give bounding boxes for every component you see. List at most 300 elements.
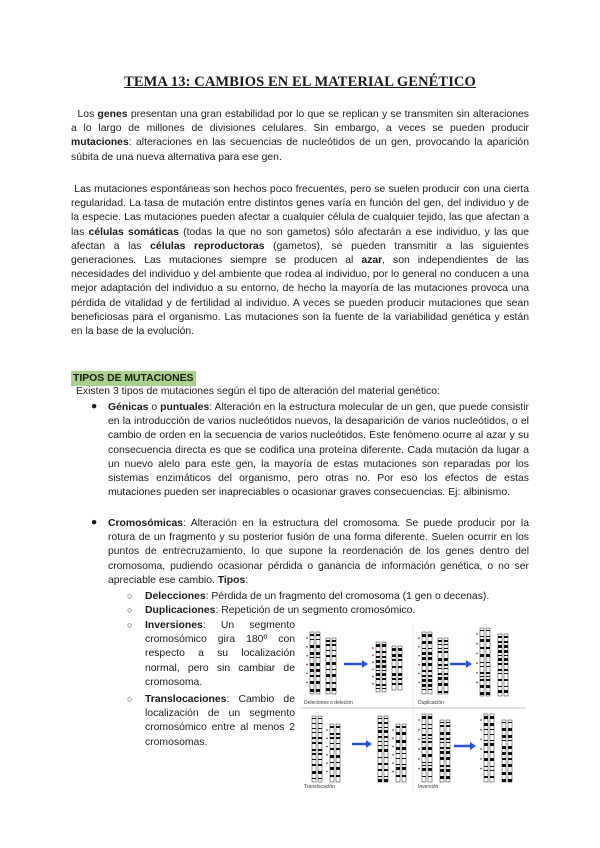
chromosome-band bbox=[484, 716, 488, 719]
chromosome-band bbox=[502, 735, 506, 738]
chromosome-band bbox=[490, 729, 494, 730]
chromosome-band bbox=[376, 651, 380, 653]
chromatid bbox=[326, 638, 330, 694]
chromosome-band bbox=[382, 673, 386, 676]
chromosome-band bbox=[490, 770, 494, 771]
text-run: : Un segmento cromosómico gira 180º con respecto a su localización normal, pero sin cambiar de cromosoma. bbox=[145, 620, 295, 688]
gene-marker bbox=[476, 643, 478, 645]
chromatid bbox=[336, 724, 340, 782]
chromosome-band bbox=[438, 651, 442, 653]
chromosome-band bbox=[332, 650, 336, 651]
chromosome-band bbox=[402, 758, 406, 759]
chromosome-band bbox=[428, 689, 432, 690]
chromosome-band bbox=[440, 738, 444, 740]
bold-term: Génicas bbox=[108, 402, 149, 413]
chromosome-band bbox=[444, 691, 448, 693]
chromosome-band bbox=[316, 657, 320, 658]
bold-term: Translocaciones bbox=[145, 694, 227, 705]
bullet-cromosomicas bbox=[108, 517, 529, 588]
page-title: TEMA 13: CAMBIOS EN EL MATERIAL GENÉTICO bbox=[124, 74, 476, 90]
chromosome-band bbox=[498, 669, 502, 671]
text-run: Las mutaciones espontáneas son hechos poco frecuentes, pero se suelen producir con una cierta regularidad. La tasa de mutación entre distintos genes varía en función del gen, del individuo y de la especie. Las mutaciones pueden afectar a cualquier célula de cualquier tejido, las que afectan a las bbox=[71, 184, 530, 238]
chromosome-band bbox=[444, 668, 448, 669]
chromosome-band bbox=[326, 674, 330, 677]
chromosome-band bbox=[490, 766, 494, 767]
chromosome-band bbox=[378, 718, 382, 719]
chromosome-band bbox=[498, 641, 502, 643]
text-run: : Pérdida de un fragmento del cromosoma (1 gen o decenas). bbox=[205, 591, 490, 602]
chromosome-band bbox=[378, 730, 382, 733]
bold-term: Tipos bbox=[217, 574, 246, 586]
chromosome-band bbox=[480, 672, 484, 674]
gene-marker bbox=[476, 653, 478, 655]
chromosome-band bbox=[378, 749, 382, 752]
gene-marker bbox=[480, 729, 482, 731]
chromosome-band bbox=[422, 648, 426, 649]
chromosome-band bbox=[392, 659, 396, 661]
chromosome-band bbox=[444, 648, 448, 649]
chromosome-band bbox=[480, 679, 484, 681]
chromosome-band bbox=[502, 740, 506, 741]
chromosome-band bbox=[396, 726, 400, 728]
chromosome-band bbox=[318, 753, 322, 755]
chromosome-band bbox=[376, 688, 380, 689]
chromosome-band bbox=[508, 735, 512, 738]
chromosome-band bbox=[422, 762, 426, 763]
chromosome-band bbox=[508, 740, 512, 741]
bullet-marker: ● bbox=[91, 401, 98, 412]
chromosome-band bbox=[384, 763, 388, 765]
chromosome-band bbox=[490, 758, 494, 761]
sub-bullet-marker: ○ bbox=[127, 591, 133, 601]
chromosome-band bbox=[310, 663, 314, 666]
chromosome-band bbox=[326, 688, 330, 691]
chromosome-band bbox=[378, 722, 382, 724]
chromosome-band bbox=[396, 758, 400, 759]
chromosome-band bbox=[422, 670, 426, 672]
chromosome-band bbox=[402, 747, 406, 750]
gene-marker bbox=[326, 754, 328, 756]
chromosome-band bbox=[480, 676, 484, 677]
chromosome-band bbox=[486, 692, 490, 695]
chromosome-mutations-figure bbox=[300, 624, 526, 792]
text-run: (todas la que no son gametos) sólo afectarán a ese individuo, y las que afectan a las bbox=[71, 226, 530, 252]
chromosome-band bbox=[502, 728, 506, 731]
chromosome-band bbox=[398, 673, 402, 676]
chromosome-band bbox=[438, 640, 442, 642]
chromosome-band bbox=[384, 722, 388, 724]
chromosome-band bbox=[312, 759, 316, 760]
chromosome-band bbox=[318, 742, 322, 744]
bullet-marker: ● bbox=[91, 517, 98, 528]
chromosome-band bbox=[422, 675, 426, 677]
chromosome-band bbox=[396, 764, 400, 765]
chromosome-band bbox=[316, 689, 320, 692]
chromosome-band bbox=[316, 675, 320, 677]
chromosome-band bbox=[384, 730, 388, 733]
sub-bullet-marker: ○ bbox=[127, 620, 133, 630]
chromosome-band bbox=[326, 650, 330, 651]
gene-marker bbox=[418, 758, 420, 760]
text-run: : alteraciones en las secuencias de nucleótidos de un gen, provocando la aparición súbita de una nueva alternativa para ese gen. bbox=[71, 137, 529, 163]
chromosome-band bbox=[480, 662, 484, 663]
chromosome-band bbox=[504, 673, 508, 674]
chromosome-band bbox=[484, 751, 488, 753]
chromosome-band bbox=[440, 747, 444, 749]
chromosome-band bbox=[422, 768, 426, 771]
chromosome-band bbox=[438, 673, 442, 675]
chromosome-band bbox=[498, 663, 502, 665]
chromosome-band bbox=[396, 732, 400, 735]
chromosome-band bbox=[330, 726, 334, 728]
chromosome-band bbox=[438, 668, 442, 669]
text-run: , son independientes de las necesidades del individuo y del ambiente que rodea al individuo, por lo general no conducen a una mejor adaptación del individuo a su entorno, de hecho la mayoría de las mutaciones provoca una pérdida de vitalidad y de fertilidad al individuo. A veces se pueden producir mutaciones que sean beneficiosas para el organismo. Las mutaciones son la fuente de la variabilidad genética y están en la base de la evolución. bbox=[71, 255, 530, 338]
chromosome-band bbox=[316, 669, 320, 672]
chromosome-band bbox=[376, 644, 380, 647]
chromosome-band bbox=[330, 748, 334, 750]
gene-marker bbox=[326, 762, 328, 764]
chromosome-band bbox=[440, 732, 444, 735]
chromosome-band bbox=[484, 734, 488, 735]
gene-marker bbox=[476, 672, 478, 674]
chromosome-band bbox=[428, 738, 432, 739]
chromosome-band bbox=[484, 723, 488, 726]
text-run: : Repetición de un segmento cromosómico. bbox=[215, 605, 416, 616]
chromosome-band bbox=[422, 663, 426, 666]
chromosome-band bbox=[480, 639, 484, 642]
text-run: (gametos), se pueden transmitir a las siguientes generaciones. Las mutaciones siempre se producen al bbox=[71, 240, 529, 267]
chromosome-band bbox=[428, 679, 432, 682]
bold-term: células reproductoras bbox=[150, 240, 265, 252]
chromosome-band bbox=[498, 686, 502, 687]
chromosome-band bbox=[484, 766, 488, 767]
chromosome-band bbox=[438, 691, 442, 693]
chromosome-band bbox=[422, 689, 426, 690]
chromosome-band bbox=[422, 738, 426, 739]
chromosome-band bbox=[384, 779, 388, 782]
chromosome-band bbox=[444, 673, 448, 675]
chromosome-band bbox=[504, 641, 508, 643]
chromosome-band bbox=[312, 737, 316, 739]
chromosome-band bbox=[318, 737, 322, 739]
chromosome-band bbox=[504, 663, 508, 665]
gene-marker bbox=[326, 729, 328, 731]
gene-marker bbox=[372, 647, 374, 649]
gene-marker bbox=[480, 739, 482, 741]
gene-marker bbox=[418, 748, 420, 750]
chromosome-band bbox=[332, 682, 336, 684]
chromosome-band bbox=[382, 660, 386, 663]
gene-marker bbox=[418, 664, 420, 666]
gene-marker bbox=[392, 754, 394, 756]
chromosome-band bbox=[398, 678, 402, 680]
chromosome-band bbox=[376, 660, 380, 663]
gene-marker bbox=[392, 729, 394, 731]
gene-marker bbox=[326, 746, 328, 748]
chromosome-band bbox=[422, 754, 426, 757]
chromosome-band bbox=[318, 771, 322, 774]
chromosome-band bbox=[508, 722, 512, 723]
gene-marker bbox=[418, 673, 420, 675]
chromosome-band bbox=[480, 654, 484, 657]
chromosome-band bbox=[428, 670, 432, 672]
intro-paragraph bbox=[71, 108, 529, 165]
chromosome-band bbox=[428, 776, 432, 777]
text-run: : Cambio de localización de un segmento cromosómico entre al menos 2 cromosomas. bbox=[145, 694, 295, 748]
chromosome-band bbox=[504, 686, 508, 687]
chromosome-band bbox=[440, 722, 444, 723]
gene-marker bbox=[372, 669, 374, 671]
chromosome-band bbox=[378, 745, 382, 746]
chromosome-band bbox=[428, 634, 432, 637]
chromosome-band bbox=[312, 742, 316, 744]
chromosome-band bbox=[480, 647, 484, 649]
gene-marker bbox=[392, 771, 394, 773]
chromosome-band bbox=[490, 740, 494, 741]
text-run: : Alteración en la estructura del cromosoma. Se puede producir por la rotura de un fragmento y su posterior fusión de una forma diferente. Suelen ocurrir en los puntos de entrecruzamiento, lo que supone la reordenación de los genes dentro del cromosoma, pudiendo ocasionar pérdida o ganancia de información genética, o no ser apreciable ese cambio. bbox=[108, 518, 529, 586]
chromosome-band bbox=[376, 673, 380, 676]
chromosome-band bbox=[336, 755, 340, 758]
chromosome-band bbox=[428, 657, 432, 660]
chromosome-band bbox=[484, 729, 488, 730]
chromosome-band bbox=[398, 648, 402, 651]
gene-marker bbox=[480, 768, 482, 770]
bold-term: genes bbox=[97, 109, 128, 120]
chromosome-band bbox=[440, 742, 444, 743]
chromosome-band bbox=[378, 776, 382, 777]
chromosome-band bbox=[330, 755, 334, 758]
chromosome-band bbox=[336, 762, 340, 763]
chromosome-band bbox=[384, 741, 388, 742]
chromosome-band bbox=[428, 724, 432, 725]
chromosome-band bbox=[486, 666, 490, 667]
chromosome-band bbox=[336, 748, 340, 750]
chromosome-band bbox=[498, 645, 502, 648]
chromosome-band bbox=[508, 728, 512, 731]
chromosome-band bbox=[480, 692, 484, 695]
chromosome-band bbox=[312, 723, 316, 724]
chromosome-band bbox=[332, 644, 336, 646]
gene-marker bbox=[480, 719, 482, 721]
chromosome-band bbox=[440, 776, 444, 779]
chromosome-band bbox=[484, 758, 488, 761]
chromosome-band bbox=[336, 726, 340, 728]
gene-marker bbox=[306, 681, 308, 683]
chromosome-band bbox=[330, 767, 334, 770]
chromosome-band bbox=[422, 734, 426, 736]
gene-marker bbox=[392, 762, 394, 764]
chromosome-band bbox=[402, 753, 406, 754]
chromosome-band bbox=[384, 736, 388, 738]
bold-term: Cromosómicas bbox=[108, 518, 184, 529]
chromosome-band bbox=[312, 753, 316, 755]
chromosome-band bbox=[310, 689, 314, 692]
chromosome-band bbox=[392, 666, 396, 668]
chromosome-band bbox=[508, 772, 512, 775]
chromosome-band bbox=[376, 670, 380, 671]
gene-marker bbox=[476, 633, 478, 635]
chromosome-band bbox=[446, 765, 450, 767]
gene-marker bbox=[418, 768, 420, 770]
chromosome-band bbox=[376, 665, 380, 668]
chromosome-band bbox=[378, 763, 382, 765]
chromosome-band bbox=[504, 679, 508, 681]
chromosome-band bbox=[444, 651, 448, 653]
subtype-inversiones bbox=[145, 619, 295, 690]
chromosome-band bbox=[316, 645, 320, 648]
chromosome-band bbox=[428, 728, 432, 729]
chromosome-band bbox=[336, 733, 340, 735]
chromosome-band bbox=[398, 659, 402, 661]
chromosome-band bbox=[490, 743, 494, 746]
chromosome-band bbox=[318, 728, 322, 729]
chromosome-band bbox=[428, 747, 432, 750]
text-run: : bbox=[245, 574, 249, 586]
chromosome-band bbox=[332, 688, 336, 691]
chromosome-band bbox=[402, 740, 406, 743]
chromosome-band bbox=[504, 645, 508, 648]
gene-marker bbox=[418, 729, 420, 731]
gene-marker bbox=[418, 739, 420, 741]
chromosome-band bbox=[490, 751, 494, 753]
gene-marker bbox=[392, 737, 394, 739]
chromosome-band bbox=[502, 722, 506, 723]
chromosome-band bbox=[382, 656, 386, 658]
chromosome-band bbox=[438, 677, 442, 680]
chromosome-band bbox=[382, 644, 386, 647]
chromosome-band bbox=[376, 656, 380, 658]
bold-term: mutaciones bbox=[71, 137, 129, 149]
chromosome-band bbox=[502, 752, 506, 755]
chromosome-band bbox=[508, 758, 512, 760]
gene-marker bbox=[306, 673, 308, 675]
chromosome-band bbox=[384, 757, 388, 758]
chromosome-band bbox=[444, 658, 448, 661]
gene-marker bbox=[418, 637, 420, 639]
chromosome-band bbox=[336, 767, 340, 770]
chromosome-band bbox=[502, 779, 506, 782]
chromosome-band bbox=[438, 648, 442, 649]
gene-marker bbox=[326, 771, 328, 773]
chromosome-band bbox=[428, 765, 432, 766]
chromosome-band bbox=[422, 652, 426, 655]
chromosome-band bbox=[502, 758, 506, 760]
chromosome-band bbox=[422, 641, 426, 644]
bold-term: azar bbox=[361, 255, 383, 267]
gene-marker bbox=[418, 655, 420, 657]
chromosome-band bbox=[396, 753, 400, 754]
chromosome-band bbox=[428, 716, 432, 719]
chromosome-band bbox=[484, 776, 488, 778]
chromosome-band bbox=[490, 716, 494, 719]
chromosome-band bbox=[318, 723, 322, 724]
chromosome-band bbox=[336, 737, 340, 739]
types-intro: Existen 3 tipos de mutaciones según el tipo de alteración del material genético: bbox=[76, 386, 440, 397]
chromosome-band bbox=[486, 654, 490, 657]
chromosome-band bbox=[428, 754, 432, 757]
chromosome-band bbox=[384, 749, 388, 752]
chromosome-band bbox=[422, 724, 426, 725]
gene-marker bbox=[372, 683, 374, 685]
chromosome-band bbox=[428, 768, 432, 771]
gene-marker bbox=[480, 758, 482, 760]
chromosome-band bbox=[438, 664, 442, 666]
gene-marker bbox=[418, 719, 420, 721]
chromosome-band bbox=[486, 676, 490, 677]
chromosome-band bbox=[428, 648, 432, 649]
chromosome-band bbox=[318, 778, 322, 779]
chromosome-band bbox=[440, 725, 444, 727]
chromosome-band bbox=[384, 776, 388, 777]
chromosome-band bbox=[378, 769, 382, 771]
chromosome-band bbox=[446, 742, 450, 743]
chromosome-band bbox=[508, 746, 512, 749]
chromosome-band bbox=[504, 655, 508, 656]
chromosome-band bbox=[398, 654, 402, 657]
chromosome-band bbox=[326, 640, 330, 642]
chromosome-band bbox=[330, 733, 334, 735]
chromosome-band bbox=[504, 690, 508, 693]
chromosome-band bbox=[502, 772, 506, 775]
chromosome-band bbox=[392, 648, 396, 651]
chromosome-band bbox=[508, 779, 512, 782]
chromosome-band bbox=[330, 762, 334, 763]
chromatid bbox=[330, 724, 334, 782]
gene-marker bbox=[392, 746, 394, 748]
chromosome-band bbox=[480, 630, 484, 631]
chromosome-band bbox=[490, 734, 494, 735]
chromosome-band bbox=[438, 644, 442, 645]
chromosome-band bbox=[486, 636, 490, 637]
sub-bullet-marker: ○ bbox=[127, 694, 133, 704]
chromosome-band bbox=[392, 673, 396, 676]
chromosome-band bbox=[446, 776, 450, 779]
chromosome-band bbox=[318, 764, 322, 766]
chromosome-band bbox=[402, 764, 406, 765]
chromosome-band bbox=[326, 655, 330, 657]
chromosome-band bbox=[440, 765, 444, 767]
chromosome-band bbox=[446, 732, 450, 735]
chromosome-band bbox=[382, 665, 386, 668]
chromosome-band bbox=[498, 658, 502, 661]
chromosome-band bbox=[326, 669, 330, 670]
chromosome-band bbox=[428, 741, 432, 743]
gene-marker bbox=[372, 661, 374, 663]
chromosome-band bbox=[484, 770, 488, 771]
chromosome-band bbox=[332, 662, 336, 665]
chromosome-band bbox=[312, 778, 316, 779]
text-run: : Alteración en la estructura molecular de un gen, que puede consistir en la introducción de varios nucleótidos nuevos, la desaparición de varios nucleótidos, o el cambio de orden en la secuencia de varios nucleótidos. Este fenómeno ocurre al azar y su consecuencia directa es que se codifica una proteína diferente. Cada mutación da lugar a un nuevo alelo para este gen, la mayoría de estas mutaciones son reparadas por los sistemas enzimáticos del organismo, pero otras no. Por eso los efectos de estas mutaciones pueden ser inapreciables o ocasionar graves consecuencias. Ej: albinismo. bbox=[108, 402, 529, 499]
figure-label-inversion: Inversión bbox=[418, 784, 439, 790]
subtype-duplicaciones bbox=[145, 604, 415, 618]
chromosome-band bbox=[444, 677, 448, 680]
chromosome-band bbox=[428, 734, 432, 736]
chromosome-band bbox=[378, 727, 382, 728]
chromosome-band bbox=[446, 747, 450, 749]
chromosome-band bbox=[316, 652, 320, 655]
chromosome-band bbox=[396, 740, 400, 743]
chromosome-band bbox=[310, 652, 314, 655]
chromosome-band bbox=[312, 749, 316, 751]
chromosome-band bbox=[422, 684, 426, 687]
chromosome-band bbox=[504, 658, 508, 661]
chromosome-band bbox=[422, 747, 426, 750]
bold-term: puntuales bbox=[160, 402, 210, 413]
chromosome-band bbox=[440, 769, 444, 772]
chromosome-band bbox=[490, 723, 494, 726]
chromosome-band bbox=[396, 747, 400, 750]
chromosome-band bbox=[310, 634, 314, 636]
